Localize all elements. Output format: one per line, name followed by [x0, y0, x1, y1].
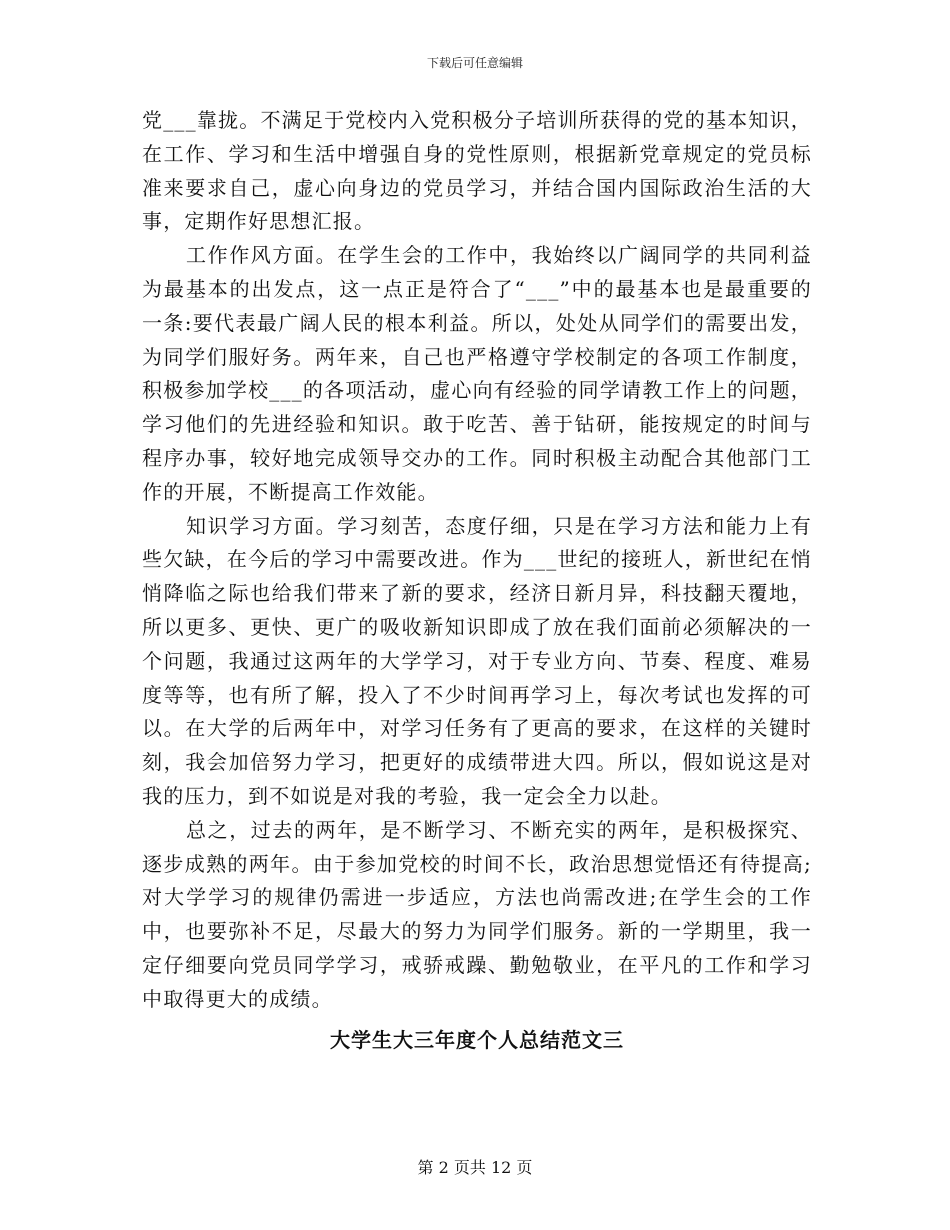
paragraph-work-style: 工作作风方面。在学生会的工作中，我始终以广阔同学的共同利益为最基本的出发点，这一点正是符合了“___”中的最基本也是最重要的一条:要代表最广阔人民的根本利益。所以，处处从同学们的需要出发，为同学们服好务。两年来，自己也严格遵守学校制定的各项工作制度，积极参加学校___的各项活动，虚心向有经验的同学请教工作上的问题，学习他们的先进经验和知识。敢于吃苦、善于钻研，能按规定的时间与程序办事，较好地完成领导交办的工作。同时积极主动配合其他部门工作的开展，不断提高工作效能。 — [142, 243, 812, 504]
header-note: 下载后可任意编辑 — [426, 56, 523, 70]
paragraph-continuation: 党___靠拢。不满足于党校内入党积极分子培训所获得的党的基本知识，在工作、学习和生活中增强自身的党性原则，根据新党章规定的党员标准来要求自己，虚心向身边的党员学习，并结合国内国际政治生活的大事，定期作好思想汇报。 — [142, 108, 812, 234]
paragraph-study: 知识学习方面。学习刻苦，态度仔细，只是在学习方法和能力上有些欠缺，在今后的学习中需要改进。作为___世纪的接班人，新世纪在悄悄降临之际也给我们带来了新的要求，经济日新月异，科技翻天覆地，所以更多、更快、更广的吸收新知识即成了放在我们面前必须解决的一个问题，我通过这两年的大学学习，对于专业方向、节奏、程度、难易度等等，也有所了解，投入了不少时间再学习上，每次考试也发挥的可以。在大学的后两年中，对学习任务有了更高的要求，在这样的关键时刻，我会加倍努力学习，把更好的成绩带进大四。所以，假如说这是对我的压力，到不如说是对我的考验，我一定会全力以赴。 — [142, 513, 812, 808]
document-body — [142, 104, 812, 1057]
section-title: 大学生大三年度个人总结范文三 — [330, 1027, 624, 1052]
paragraph-summary: 总之，过去的两年，是不断学习、不断充实的两年，是积极探究、逐步成熟的两年。由于参加党校的时间不长，政治思想觉悟还有待提高;对大学学习的规律仍需进一步适应，方法也尚需改进;在学生会的工作中，也要弥补不足，尽最大的努力为同学们服务。新的一学期里，我一定仔细要向党员同学学习，戒骄戒躁、勤勉敬业，在平凡的工作和学习中取得更大的成绩。 — [142, 817, 812, 1011]
page-number: 第 2 页共 12 页 — [417, 1158, 533, 1177]
